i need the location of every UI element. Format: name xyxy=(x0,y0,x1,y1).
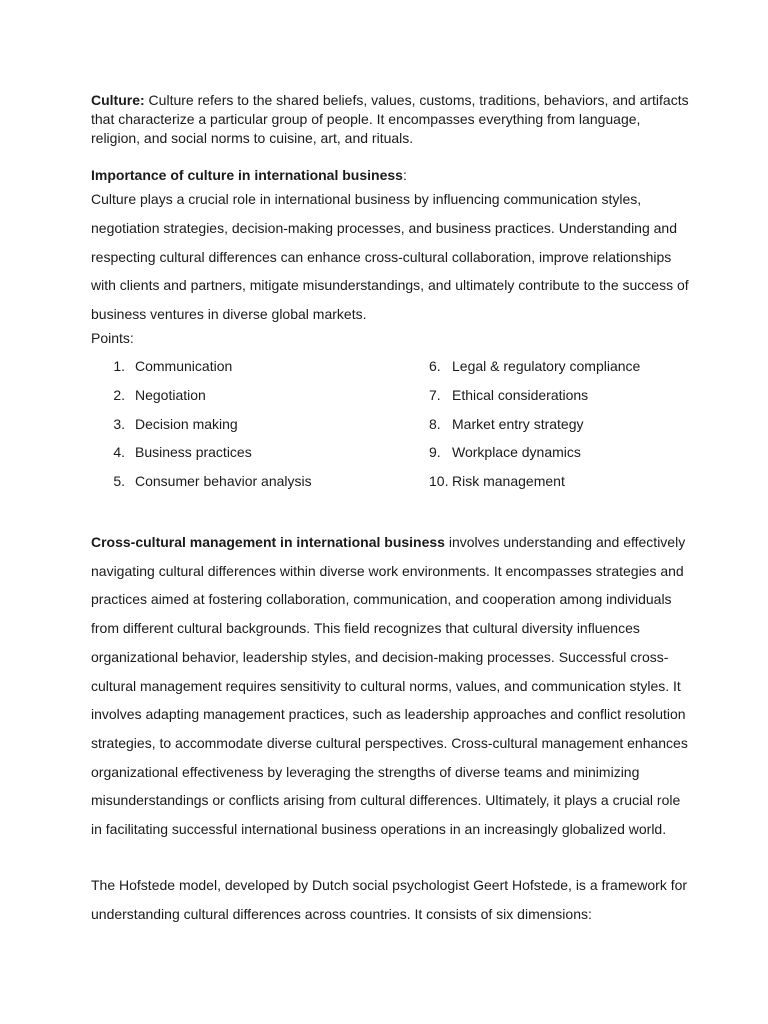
list-item xyxy=(429,356,640,376)
list-item-text: Decision making xyxy=(135,416,238,432)
importance-heading: Importance of culture in international business xyxy=(91,167,403,183)
importance-paragraph: Culture plays a crucial role in international business by influencing communication styles, negotiation strategies, decision-making processes, and business practices. Understanding and respecting cultural differences can enhance cross-cultural collaboration, improve relationships with clients and partners, mitigate misunderstandings, and ultimately contribute to the success of business ventures in diverse global markets. xyxy=(91,191,689,323)
list-item xyxy=(429,385,588,405)
list-item xyxy=(90,442,252,462)
list-item-text: Negotiation xyxy=(135,387,206,403)
list-item-text: Ethical considerations xyxy=(452,387,589,403)
list-item-number: 3. xyxy=(113,416,125,432)
list-item-text: Communication xyxy=(135,358,233,374)
list-item xyxy=(90,356,232,376)
list-item-text: Workplace dynamics xyxy=(452,444,581,460)
list-item-text: Risk management xyxy=(452,473,565,489)
cross-cultural-paragraph xyxy=(91,528,691,844)
points-label: Points: xyxy=(91,330,134,346)
list-item-text: Legal & regulatory compliance xyxy=(452,358,641,374)
list-item-number: 2. xyxy=(113,387,125,403)
list-item xyxy=(90,414,238,434)
importance-heading-colon: : xyxy=(402,167,407,183)
list-item xyxy=(90,471,312,491)
cross-cultural-text: involves understanding and effectively navigating cultural differences within diverse work environments. It encompasses strategies and practices aimed at fostering collaboration, communication, and cooperation among individuals from different cultural backgrounds. This field recognizes that cultural diversity influences organizational behavior, leadership styles, and decision-making processes. Successful cross-cultural management requires sensitivity to cultural norms, values, and communication styles. It involves adapting management practices, such as leadership approaches and conflict resolution strategies, to accommodate diverse cultural perspectives. Cross-cultural management enhances organizational effectiveness by leveraging the strengths of diverse teams and minimizing misunderstandings or conflicts arising from cultural differences. Ultimately, it plays a crucial role in facilitating successful international business operations in an increasingly globalized world. xyxy=(91,534,688,838)
list-item-number: 4. xyxy=(113,444,125,460)
cross-cultural-heading: Cross-cultural management in international business xyxy=(91,534,445,550)
list-item-number: 8. xyxy=(429,416,441,432)
list-item xyxy=(429,414,584,434)
culture-definition-paragraph xyxy=(91,91,691,148)
list-item xyxy=(90,385,206,405)
list-item xyxy=(429,471,565,491)
list-item-number: 9. xyxy=(429,444,441,460)
list-item-number: 10. xyxy=(429,473,449,489)
list-item-number: 1. xyxy=(113,358,125,374)
list-item xyxy=(429,442,581,462)
list-item-number: 7. xyxy=(429,387,441,403)
list-item-text: Business practices xyxy=(135,444,252,460)
list-item-text: Market entry strategy xyxy=(452,416,584,432)
hofstede-paragraph: The Hofstede model, developed by Dutch social psychologist Geert Hofstede, is a framework for understanding cultural differences across countries. It consists of six dimensions: xyxy=(91,877,688,922)
list-item-text: Consumer behavior analysis xyxy=(135,473,312,489)
importance-heading-line xyxy=(91,166,691,185)
list-item-number: 5. xyxy=(113,473,125,489)
culture-label: Culture: xyxy=(91,92,145,108)
culture-definition-text: Culture refers to the shared beliefs, values, customs, traditions, behaviors, and artifacts that characterize a particular group of people. It encompasses everything from language, religion, and social norms to cuisine, art, and rituals. xyxy=(91,92,689,146)
list-item-number: 6. xyxy=(429,358,441,374)
